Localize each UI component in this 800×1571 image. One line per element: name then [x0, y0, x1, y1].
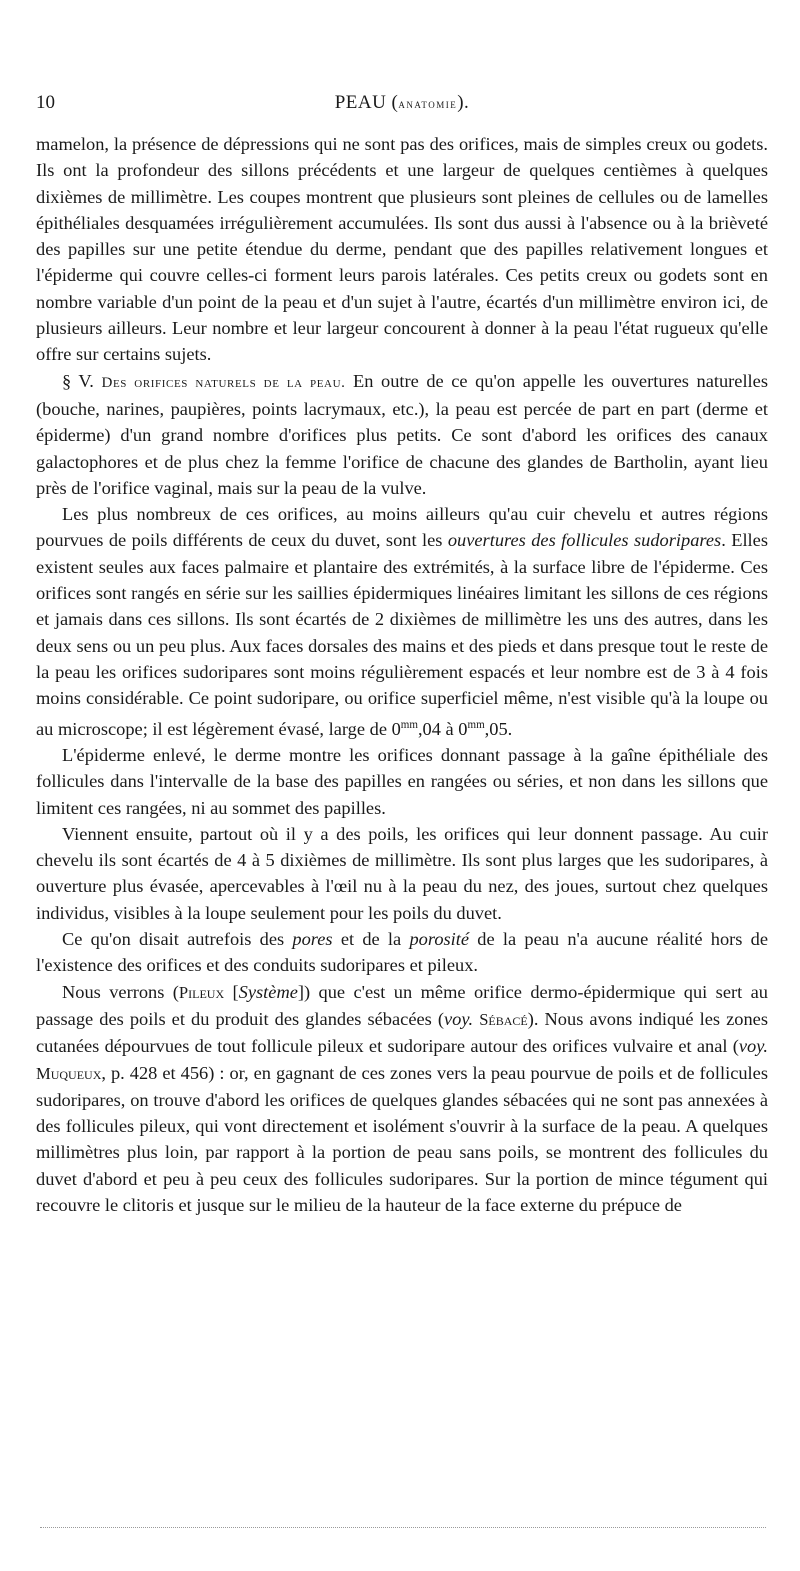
paragraph-1 — [36, 131, 768, 368]
paragraph-7 — [36, 979, 768, 1219]
paragraph-2-text: En outre de ce qu'on appelle les ouvertures naturelles (bouche, narines, paupières, points lacrymaux, etc.), la peau est percée de part en part (derme et épiderme) d'un grand nombre d'orifices plus petits. Ce sont d'abord les orifices des canaux galactophores et de plus chez la femme l'orifice de chacune des glandes de Bartholin, ayant lieu près de l'orifice vaginal, mais sur la peau de la vulve. — [36, 370, 768, 498]
paragraph-4 — [36, 742, 768, 821]
paragraph-5 — [36, 821, 768, 926]
unit-superscript-2: mm — [467, 718, 485, 731]
section-title: Des orifices naturels de la peau. — [101, 374, 346, 391]
paragraph-7-text-g: , p. 428 et 456) : or, en gagnant de ces zones vers la peau pourvue de poils et de follicules sudoripares, on trouve d'abord les orifices de quelques glandes sébacées qui ne sont pas annexées à des follicules pileux, qui vont directement et isolément s'ouvrir à la surface de la peau. A quelques millimètres plus loin, par rapport à la portion de peau sans poils, se montrent des follicules du duvet d'abord et peu à peu ceux des follicules sudoripares. Sur la portion de mince tégument qui recouvre le clitoris et jusque sur le milieu de la hauteur de la face externe du prépuce de — [36, 1062, 768, 1215]
paragraph-1-text: mamelon, la présence de dépressions qui ne sont pas des orifices, mais de simples creux ou godets. Ils ont la profondeur des sillons précédents et une largeur de quelques centièmes à quelques dixièmes de millimètre. Les coupes montrent que plusieurs sont pleines de cellules ou de lamelles épithéliales desquamées irrégulièrement accumulées. Ils sont dus aussi à l'absence ou à la brièveté des papilles sur une petite étendue du derme, pendant que des papilles relativement longues et l'épiderme qui couvre celles-ci forment leurs parois latérales. Ces petits creux ou godets sont en nombre variable d'un point de la peau et d'un sujet à l'autre, écartés d'un millimètre environ ici, de plusieurs ailleurs. Leur nombre et leur largeur concourent à donner à la peau l'état rugueux qu'elle offre sur certains sujets. — [36, 134, 768, 365]
paragraph-6-text-c: de la peau n'a aucune réalité hors de l'existence des orifices et des conduits sudoripares et pileux. — [36, 929, 769, 976]
paragraph-6-italic-a: pores — [292, 929, 333, 950]
paragraph-3-text-a: Les plus nombreux de ces orifices, au moins ailleurs qu'au cuir chevelu et autres régions pourvues de poils différents de ceux du duvet, sont les — [36, 504, 768, 551]
paragraph-7-text-b: [ — [224, 981, 239, 1002]
footer-rule — [40, 1527, 766, 1528]
paragraph-3-text-d: ,05. — [484, 718, 513, 739]
running-head-title: PEAU ( — [334, 92, 399, 113]
paragraph-5-text: Viennent ensuite, partout où il y a des poils, les orifices qui leur donnent passage. Au cuir chevelu ils sont écartés de 4 à 5 dixièmes de millimètre. Ils sont plus larges que les sudoripares, à ouverture plus évasée, apercevables à l'œil nu à la peau du nez, des joues, surtout chez quelques individus, visibles à la loupe seulement pour les poils du duvet. — [36, 823, 768, 923]
page-number: 10 — [36, 92, 55, 113]
paragraph-6-text-a: Ce qu'on disait autrefois des — [62, 929, 293, 950]
paragraph-7-italic-b: voy. — [444, 1008, 474, 1029]
paragraph-7-text-c: ]) que c'est un même orifice dermo-épidermique qui sert au passage des poils et du produit des glandes sébacées ( — [36, 981, 768, 1029]
paragraph-7-italic-a: Système — [238, 981, 298, 1002]
running-head-end: ). — [457, 92, 470, 113]
document-page — [36, 0, 768, 1571]
running-head-subject: anatomie — [398, 96, 458, 111]
paragraph-3-italic: ouvertures des follicules sudoripares — [447, 530, 722, 551]
unit-superscript-1: mm — [400, 718, 418, 731]
cross-ref-sebace: Sébacé — [479, 1009, 528, 1029]
paragraph-3-text-c: ,04 à 0 — [417, 718, 468, 739]
section-mark: § V. — [62, 370, 94, 391]
paragraph-6 — [36, 926, 768, 979]
paragraph-4-text: L'épiderme enlevé, le derme montre les orifices donnant passage à la gaîne épithéliale des follicules dans l'intervalle de la base des papilles en rangées ou séries, et non dans les sillons que limitent ces rangées, ni au sommet des papilles. — [36, 744, 768, 818]
cross-ref-muqueux: Muqueux — [36, 1063, 102, 1083]
paragraph-7-text-a: Nous verrons ( — [62, 981, 179, 1002]
body-text — [36, 131, 768, 1218]
cross-ref-pileux: Pileux — [178, 982, 225, 1002]
running-head — [36, 92, 768, 114]
paragraph-2 — [36, 368, 768, 501]
paragraph-7-italic-c: voy. — [738, 1036, 768, 1057]
paragraph-7-text-e: ). Nous avons indiqué les zones cutanées dépourvues de tout follicule pileux et sudoripare autour des orifices vulvaire et anal ( — [36, 1008, 768, 1057]
paragraph-6-italic-b: porosité — [409, 929, 470, 950]
paragraph-6-text-b: et de la — [332, 929, 410, 950]
paragraph-3 — [36, 501, 768, 742]
page-header — [36, 92, 768, 118]
paragraph-3-text-b: . Elles existent seules aux faces palmaire et plantaire des extrémités, à la surface libre de l'épiderme. Ces orifices sont rangés en série sur les saillies épidermiques linéaires limitant les sillons de ces régions et jamais dans ces sillons. Ils sont écartés de 2 dixièmes de millimètre les uns des autres, dans les deux sens ou un peu plus. Aux faces dorsales des mains et des pieds et dans presque tout le reste de la peau les orifices sudoripares sont moins régulièrement espacés et leur nombre est de 3 à 4 fois moins considérable. Ce point sudoripare, ou orifice superficiel même, n'est visible qu'à la loupe ou au microscope; il est légèrement évasé, large de 0 — [36, 530, 768, 739]
